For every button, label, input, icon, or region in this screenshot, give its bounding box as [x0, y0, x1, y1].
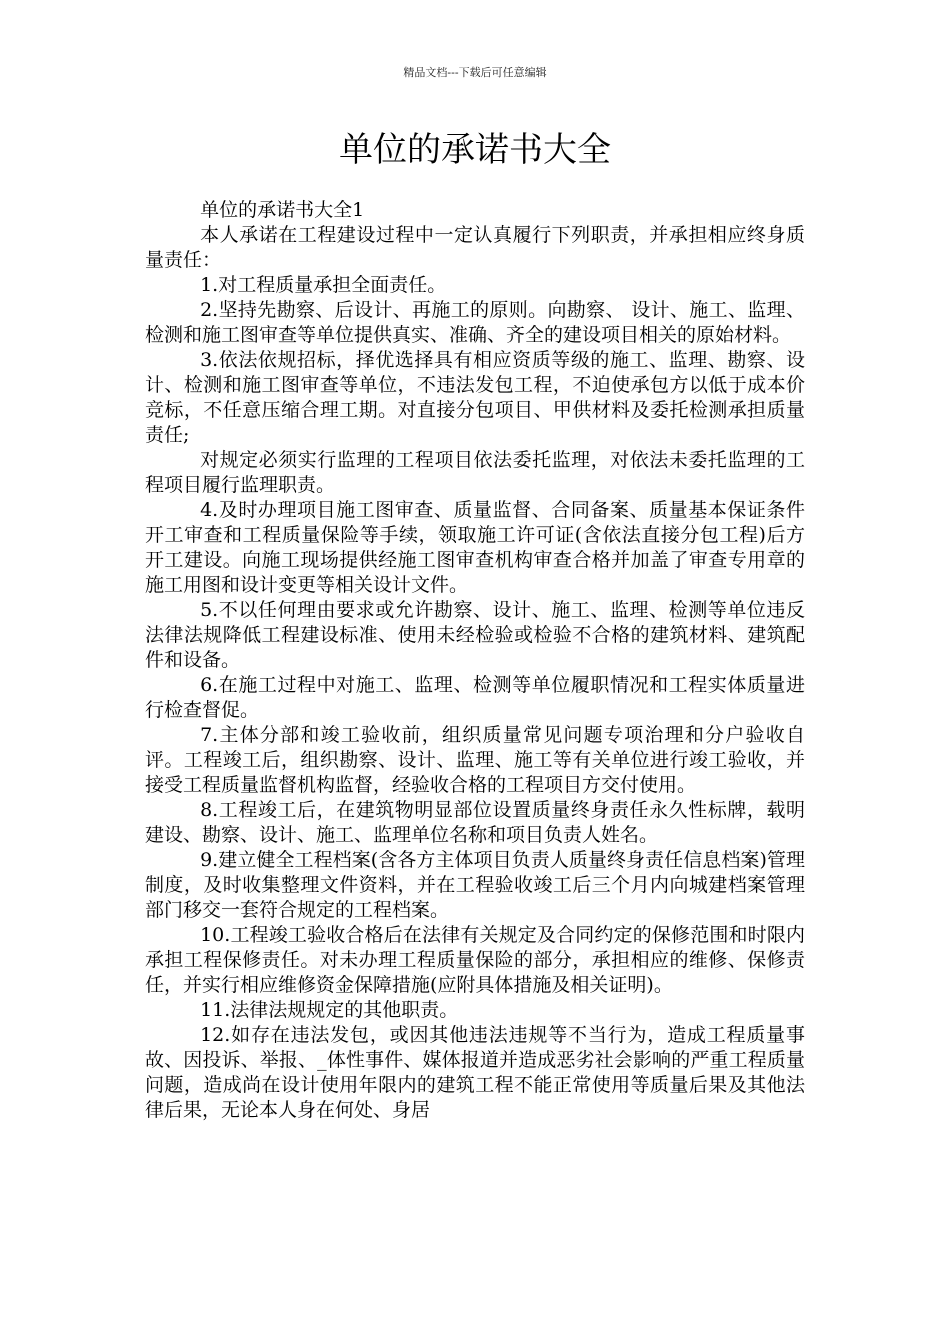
paragraph-intro: 本人承诺在工程建设过程中一定认真履行下列职责，并承担相应终身质量责任：: [145, 224, 805, 271]
paragraph-subtitle: 单位的承诺书大全1: [200, 199, 365, 221]
document-title: 单位的承诺书大全: [339, 130, 611, 170]
paragraph-item-8: 8.工程竣工后，在建筑物明显部位设置质量终身责任永久性标牌，载明建设、勘察、设计、施工、监理单位名称和项目负责人姓名。: [145, 799, 805, 846]
paragraph-item-9: 9.建立健全工程档案(含各方主体项目负责人质量终身责任信息档案)管理制度，及时收集整理文件资料，并在工程验收竣工后三个月内向城建档案管理部门移交一套符合规定的工程档案。: [145, 849, 805, 921]
paragraph-item-4: 4.及时办理项目施工图审查、质量监督、合同备案、质量基本保证条件开工审查和工程质量保险等手续，领取施工许可证(含依法直接分包工程)后方开工建设。向施工现场提供经施工图审查机构审查合格并加盖了审查专用章的施工用图和设计变更等相关设计文件。: [145, 499, 805, 596]
paragraph-item-3-supervision: 对规定必须实行监理的工程项目依法委托监理，对依法未委托监理的工程项目履行监理职责。: [145, 449, 805, 496]
paragraph-item-7: 7.主体分部和竣工验收前，组织质量常见问题专项治理和分户验收自评。工程竣工后，组织勘察、设计、监理、施工等有关单位进行竣工验收，并接受工程质量监督机构监督，经验收合格的工程项目方交付使用。: [145, 724, 805, 796]
paragraph-item-3: 3.依法依规招标，择优选择具有相应资质等级的施工、监理、勘察、设计、检测和施工图审查等单位，不违法发包工程，不迫使承包方以低于成本价竞标，不任意压缩合理工期。对直接分包项目、甲供材料及委托检测承担质量责任;: [145, 349, 805, 446]
paragraph-item-1: 1.对工程质量承担全面责任。: [200, 274, 447, 296]
page-header: 精品文档---下载后可任意编辑: [403, 66, 547, 79]
paragraph-item-10: 10.工程竣工验收合格后在法律有关规定及合同约定的保修范围和时限内承担工程保修责任。对未办理工程质量保险的部分，承担相应的维修、保修责任，并实行相应维修资金保障措施(应附具体措施及相关证明)。: [145, 924, 805, 996]
paragraph-item-6: 6.在施工过程中对施工、监理、检测等单位履职情况和工程实体质量进行检查督促。: [145, 674, 805, 721]
paragraph-item-2: 2.坚持先勘察、后设计、再施工的原则。向勘察、 设计、施工、监理、检测和施工图审查等单位提供真实、准确、齐全的建设项目相关的原始材料。: [145, 299, 805, 346]
paragraph-item-5: 5.不以任何理由要求或允许勘察、设计、施工、监理、检测等单位违反法律法规降低工程建设标准、使用未经检验或检验不合格的建筑材料、建筑配件和设备。: [145, 599, 805, 671]
paragraph-item-12: 12.如存在违法发包，或因其他违法违规等不当行为，造成工程质量事故、因投诉、举报、_体性事件、媒体报道并造成恶劣社会影响的严重工程质量问题，造成尚在设计使用年限内的建筑工程不能正常使用等质量后果及其他法律后果，无论本人身在何处、身居: [145, 1024, 805, 1121]
document-body: [145, 198, 805, 1123]
paragraph-item-11: 11.法律法规规定的其他职责。: [200, 999, 459, 1021]
